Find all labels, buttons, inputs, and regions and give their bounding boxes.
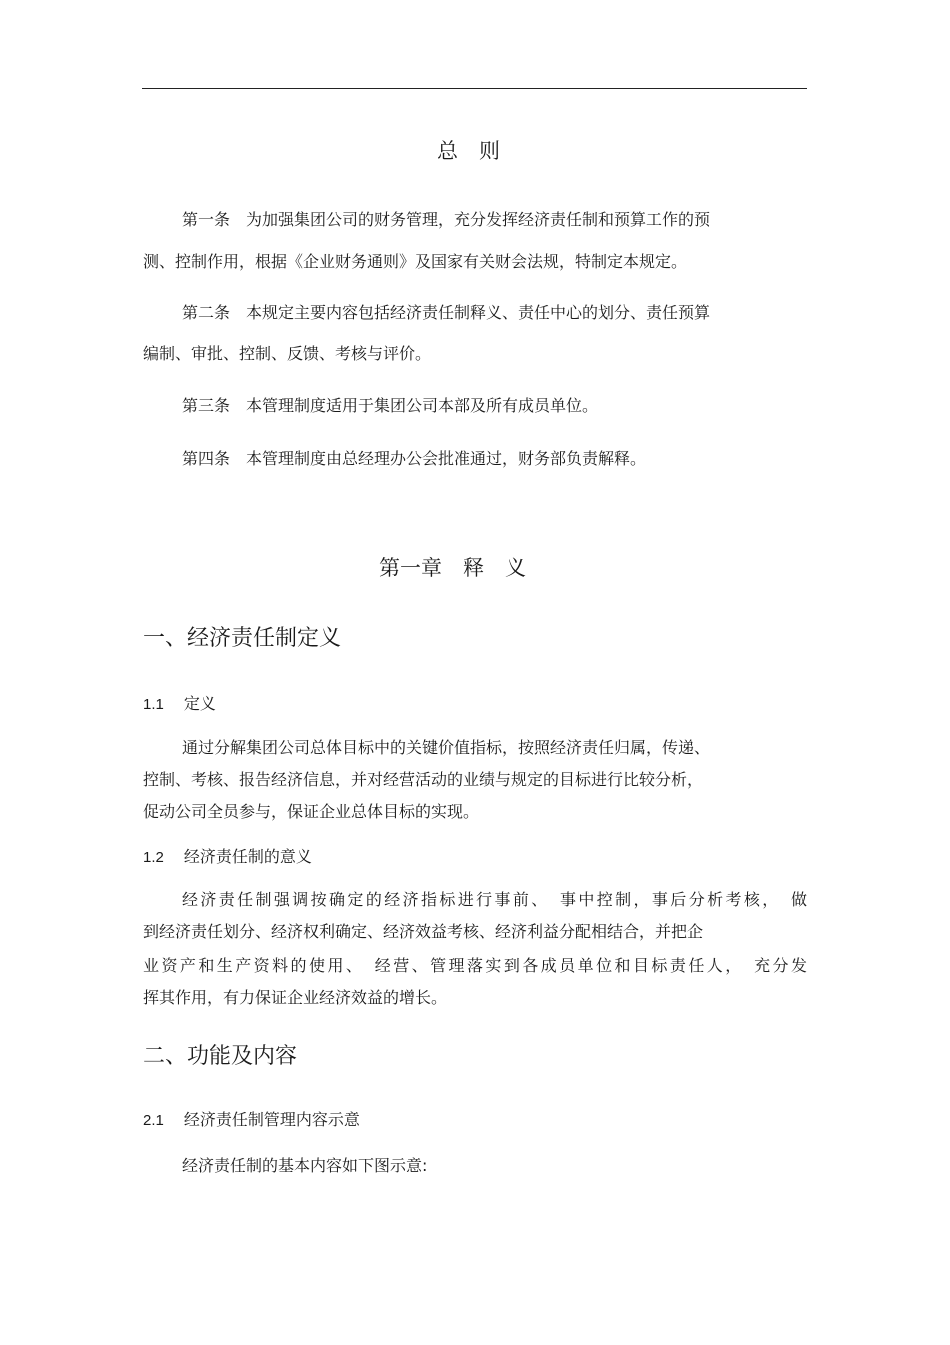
definition-line-1: 通过分解集团公司总体目标中的关键价值指标，按照经济责任归属，传递、 (182, 738, 711, 757)
significance-line-4: 挥其作用，有力保证企业经济效益的增长。 (143, 988, 448, 1007)
section-2-heading: 二、功能及内容 (143, 1044, 298, 1069)
chapter-1-title: 第一章 释 义 (379, 556, 526, 580)
article-2-line-1: 第二条 本规定主要内容包括经济责任制释义、责任中心的划分、责任预算 (182, 303, 711, 322)
subsection-title: 定义 (183, 694, 216, 713)
header-rule (142, 88, 807, 89)
subsection-1-2 (143, 847, 312, 868)
significance-line-3: 业资产和生产资料的使用、 经营、管理落实到各成员单位和目标责任人， 充分发 (143, 956, 807, 975)
article-2-line-2: 编制、审批、控制、反馈、考核与评价。 (143, 344, 432, 363)
subsection-2-1 (143, 1110, 360, 1131)
article-4: 第四条 本管理制度由总经理办公会批准通过，财务部负责解释。 (182, 449, 647, 468)
subsection-number: 1.1 (143, 696, 164, 713)
subsection-1-1 (143, 694, 216, 715)
section-1-heading: 一、经济责任制定义 (143, 626, 342, 651)
definition-line-2: 控制、考核、报告经济信息，并对经营活动的业绩与规定的目标进行比较分析， (143, 770, 704, 789)
significance-line-2: 到经济责任划分、经济权利确定、经济效益考核、经济利益分配相结合，并把企 (143, 922, 704, 941)
general-title: 总 则 (437, 139, 500, 163)
definition-line-3: 促动公司全员参与，保证企业总体目标的实现。 (143, 802, 480, 821)
content-intro-line: 经济责任制的基本内容如下图示意: (182, 1156, 428, 1175)
article-1-line-1: 第一条 为加强集团公司的财务管理，充分发挥经济责任制和预算工作的预 (182, 210, 711, 229)
subsection-title: 经济责任制的意义 (183, 847, 312, 866)
subsection-number: 2.1 (143, 1112, 164, 1129)
article-1-line-2: 测、控制作用，根据《企业财务通则》及国家有关财会法规，特制定本规定。 (143, 252, 688, 271)
article-3: 第三条 本管理制度适用于集团公司本部及所有成员单位。 (182, 396, 599, 415)
significance-line-1: 经济责任制强调按确定的经济指标进行事前、 事中控制，事后分析考核， 做 (182, 890, 807, 909)
subsection-number: 1.2 (143, 849, 164, 866)
subsection-title: 经济责任制管理内容示意 (183, 1110, 360, 1129)
